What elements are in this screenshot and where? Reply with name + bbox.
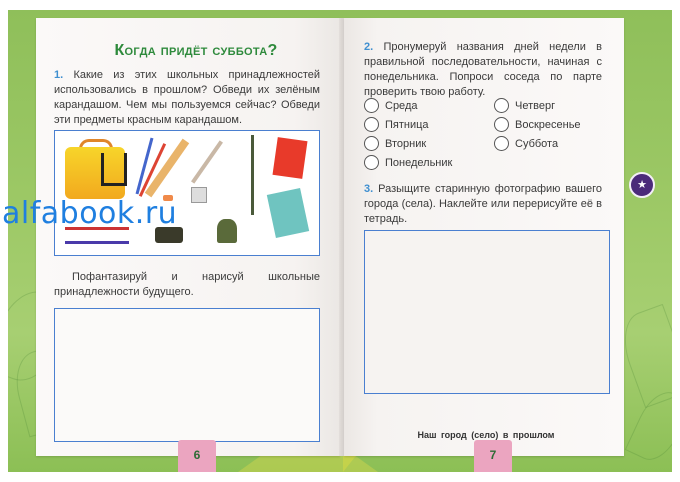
day-item[interactable] (364, 155, 452, 170)
day-label: Суббота (515, 137, 559, 150)
watermark: alfabook.ru (2, 196, 178, 231)
task-1 (54, 68, 320, 128)
quill-pen-icon (191, 140, 223, 183)
day-label: Воскресенье (515, 118, 581, 131)
task-draw-future: Пофантазируй и нарисуй школьные принадлежности будущего. (54, 271, 320, 298)
task-2 (364, 40, 602, 100)
day-label: Четверг (515, 99, 556, 112)
day-label: Понедельник (385, 156, 453, 169)
day-item[interactable] (364, 117, 429, 132)
day-label: Среда (385, 99, 418, 112)
photo-area[interactable] (364, 230, 610, 394)
number-circle[interactable] (364, 136, 379, 151)
page-number-6: 6 (178, 440, 216, 472)
notepad-icon (273, 137, 308, 179)
schoolbag-icon (65, 139, 127, 201)
page-title: Когда придёт суббота? (114, 42, 278, 59)
day-item[interactable] (364, 136, 426, 151)
inkwell-icon (191, 187, 207, 203)
ink-bottle-icon (217, 219, 237, 243)
photo-caption: Наш город (село) в прошлом (417, 430, 555, 440)
number-circle[interactable] (364, 155, 379, 170)
pens-icon (65, 241, 129, 244)
day-item[interactable] (364, 98, 417, 113)
day-label: Вторник (385, 137, 427, 150)
day-item[interactable] (494, 98, 555, 113)
task-text: Разыщите старинную фотографию вашего города (села). Наклейте или перерисуйте её в тетрадь. (364, 183, 602, 225)
dip-pen-icon (251, 135, 254, 215)
book-spread (8, 10, 672, 472)
page-7 (344, 18, 624, 456)
day-item[interactable] (494, 117, 581, 132)
school-items-image (54, 130, 320, 256)
task-text: Пронумеруй названия дней недели в правильной последовательности, начиная с понедельника. Попроси соседа по парте проверить твою работу. (364, 41, 602, 98)
task-number: 3. (364, 183, 374, 195)
drawing-area[interactable] (54, 308, 320, 442)
day-label: Пятница (385, 118, 429, 131)
page-6 (36, 18, 340, 456)
number-circle[interactable] (494, 98, 509, 113)
task-number: 1. (54, 69, 64, 81)
number-circle[interactable] (494, 136, 509, 151)
task-3 (364, 182, 602, 227)
task-number: 2. (364, 41, 374, 53)
number-circle[interactable] (494, 117, 509, 132)
day-item[interactable] (494, 136, 558, 151)
notebooks-icon (267, 188, 309, 238)
number-circle[interactable] (364, 98, 379, 113)
page-number-7: 7 (474, 440, 512, 472)
number-circle[interactable] (364, 117, 379, 132)
star-icon: ★ (629, 172, 655, 198)
task-text: Какие из этих школьных принадлежностей использовались в прошлом? Обведи их зелёным карандашом. Чем мы пользуемся сейчас? Обведи эти предметы красным карандашом. (54, 69, 320, 126)
